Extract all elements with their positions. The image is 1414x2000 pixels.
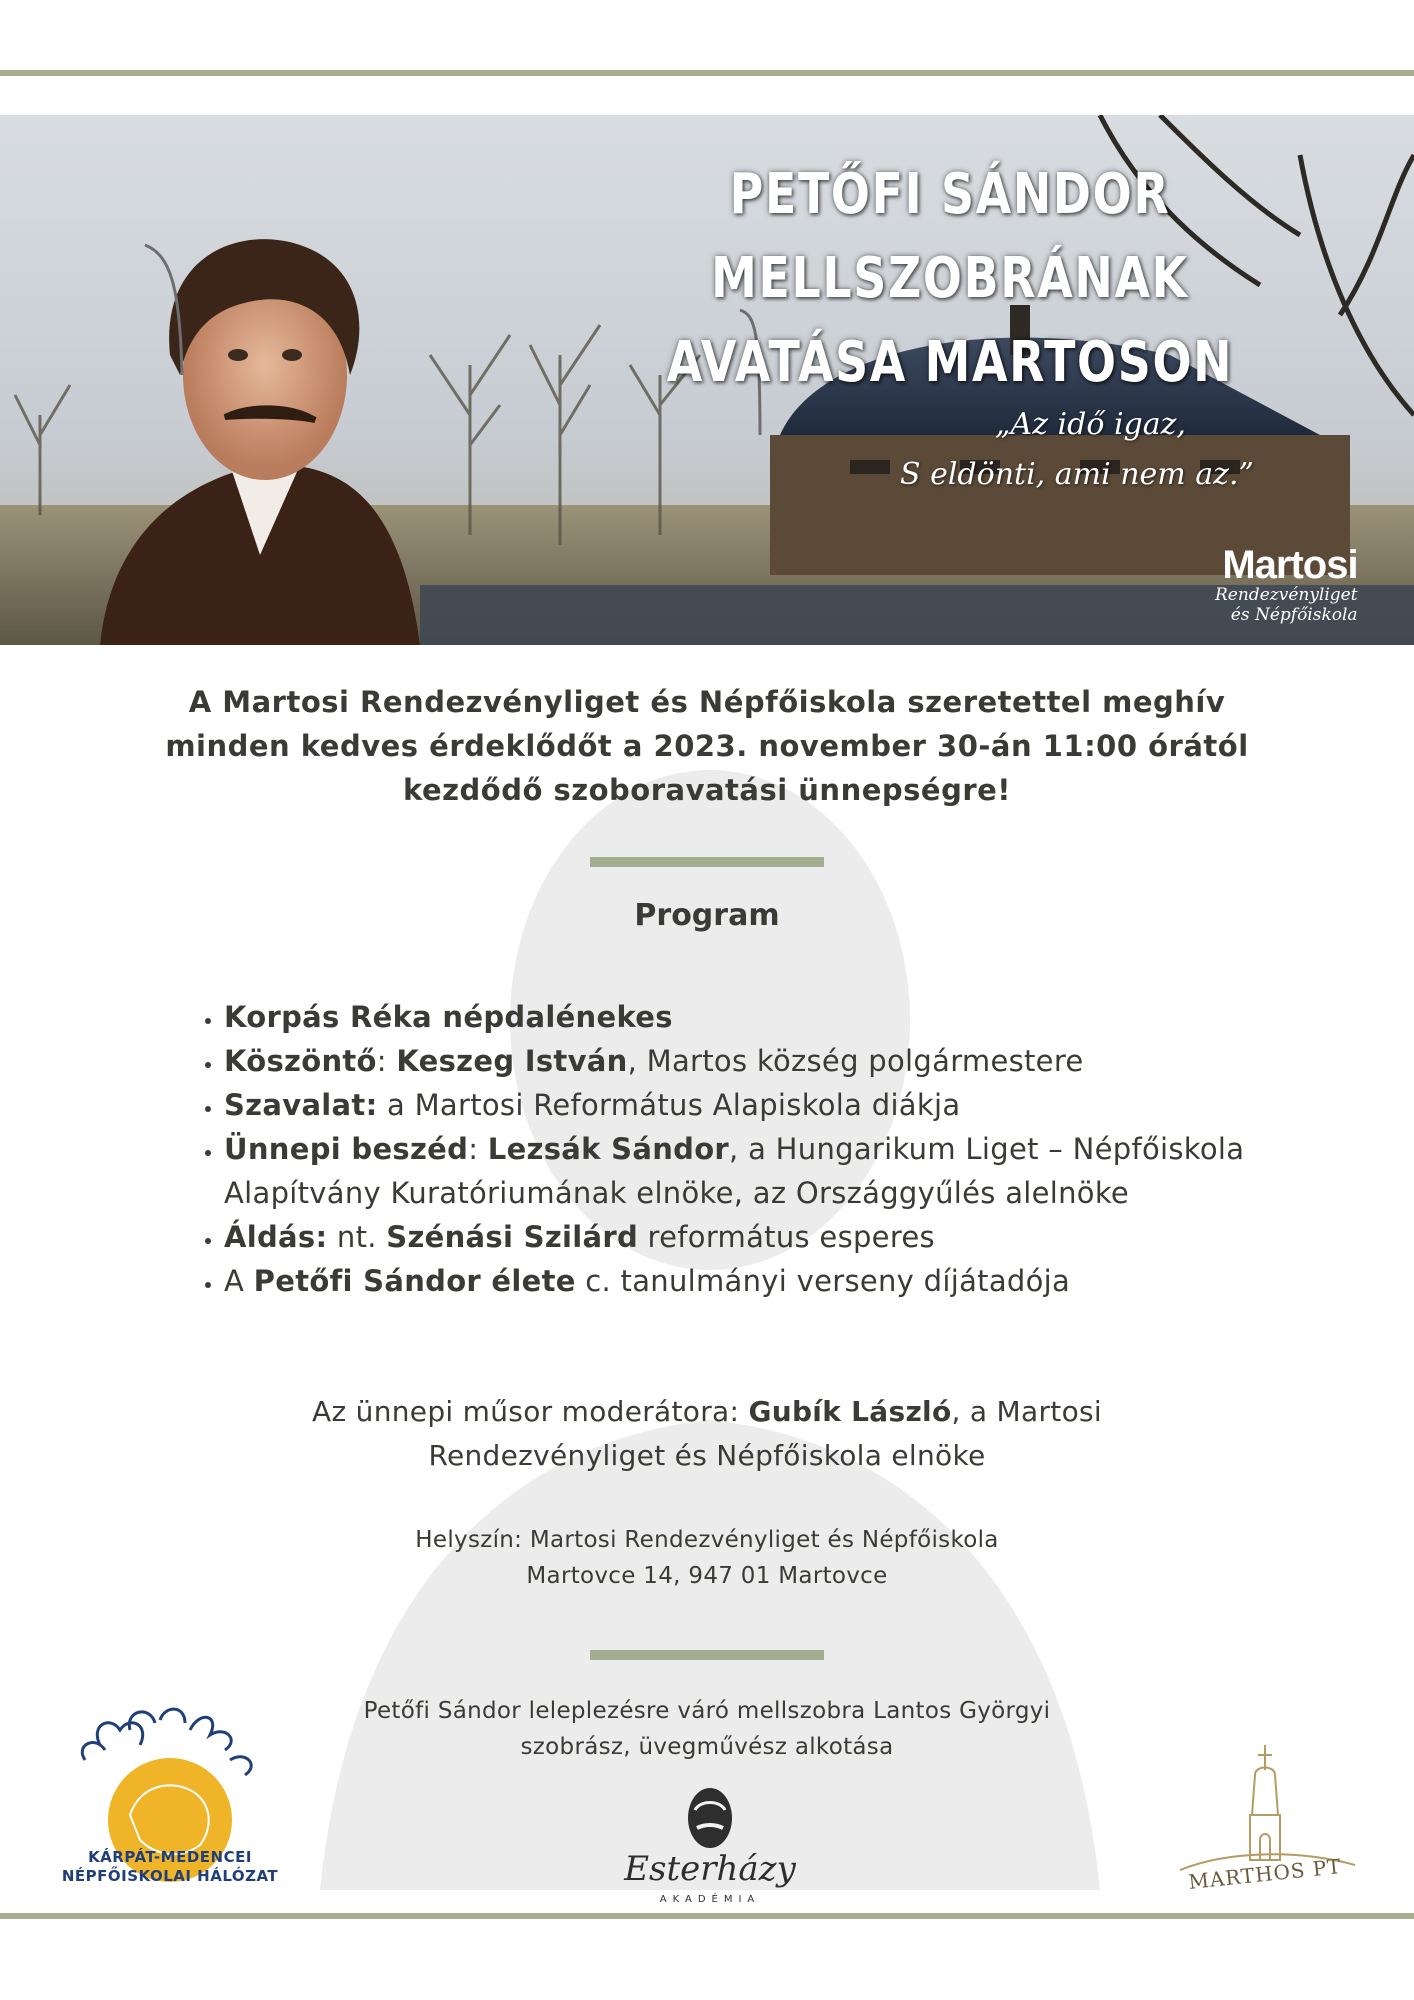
program-item4-bold2: Lezsák Sándor	[487, 1132, 730, 1166]
caption-line2: szobrász, üvegművész alkotása	[520, 1734, 894, 1760]
header-banner	[0, 115, 1414, 645]
program-title: Program	[634, 898, 780, 933]
intro-line3: kezdődő szoboravatási ünnepségre!	[402, 773, 1012, 807]
banner-title-line2: AVATÁSA MARTOSON	[666, 330, 1234, 395]
top-rule	[0, 70, 1414, 76]
intro-line2: minden kedves érdeklődőt a 2023. november 30-án 11:00 órától	[165, 729, 1249, 763]
karpat-medencei-text	[30, 1848, 310, 1886]
martosi-logo-sub2: és Népfőiskola	[1230, 605, 1358, 625]
program-item3-bold: Szavalat:	[224, 1088, 378, 1122]
moderator-rest: , a Martosi Rendezvényliget és Népfőiskola elnöke	[428, 1395, 1102, 1472]
program-item	[224, 1039, 1274, 1083]
statue-caption	[200, 1693, 1214, 1765]
program-item6-bold: Petőfi Sándor élete	[253, 1264, 576, 1298]
program-item	[224, 1127, 1274, 1215]
moderator-text	[200, 1390, 1214, 1478]
divider-lower	[590, 1650, 824, 1660]
program-item6-rest: c. tanulmányi verseny díjátadója	[575, 1264, 1071, 1298]
esterhazy-sub: AKADÉMIA	[659, 1894, 761, 1905]
esterhazy-script: Esterházy	[624, 1849, 796, 1889]
quote-line1: „Az idő igaz,	[995, 407, 1186, 442]
venue-text	[200, 1522, 1214, 1594]
quote-line2: S eldönti, ami nem az.”	[900, 457, 1254, 492]
program-item	[224, 995, 1274, 1039]
program-item2-bold2: Keszeg István	[396, 1044, 628, 1078]
program-item1-bold: Korpás Réka népdalénekes	[224, 1000, 673, 1034]
program-item5-mid: nt.	[327, 1220, 387, 1254]
program-item6-pre: A	[224, 1264, 254, 1298]
divider-upper	[590, 857, 824, 867]
program-item	[224, 1259, 1274, 1303]
program-item2-sep: :	[376, 1044, 397, 1078]
invitation-text	[110, 680, 1304, 812]
program-item5-bold1: Áldás:	[224, 1220, 328, 1254]
caption-line1: Petőfi Sándor leleplezésre váró mellszobra Lantos Györgyi	[363, 1698, 1051, 1724]
moderator-name: Gubík László	[748, 1395, 952, 1428]
kmnh-line1: KÁRPÁT-MEDENCEI	[88, 1848, 252, 1866]
martosi-logo-wordmark: Martosi	[1222, 543, 1358, 587]
marthos-text: MARTHOS PT	[1187, 1854, 1343, 1894]
bottom-rule	[0, 1913, 1414, 1919]
moderator-pre: Az ünnepi műsor moderátora:	[312, 1395, 749, 1428]
venue-line2: Martovce 14, 947 01 Martovce	[526, 1563, 888, 1589]
banner-title-line1: PETŐFI SÁNDOR MELLSZOBRÁNAK	[711, 162, 1189, 311]
venue-line1: Helyszín: Martosi Rendezvényliget és Népfőiskola	[415, 1527, 999, 1553]
program-item4-bold1: Ünnepi beszéd	[224, 1132, 469, 1166]
program-item2-rest: , Martos község polgármestere	[627, 1044, 1084, 1078]
program-item4-rest: , a Hungarikum Liget – Népfőiskola Alapítvány Kuratóriumának elnöke, az Országgyűlés alelnöke	[224, 1132, 1245, 1210]
intro-line1: A Martosi Rendezvényliget és Népfőiskola szeretettel meghív	[188, 685, 1226, 719]
banner-title	[581, 153, 1319, 405]
martosi-logo-sub1: Rendezvényliget	[1215, 585, 1358, 605]
program-list	[190, 995, 1274, 1303]
esterhazy-akademia-logo	[595, 1780, 825, 1910]
petofi-quote	[900, 400, 1254, 500]
martosi-logo	[1215, 545, 1358, 625]
program-item4-sep: :	[468, 1132, 488, 1166]
program-item	[224, 1083, 1274, 1127]
program-item3-rest: a Martosi Református Alapiskola diákja	[377, 1088, 961, 1122]
program-item	[224, 1215, 1274, 1259]
program-item5-rest: református esperes	[638, 1220, 935, 1254]
kmnh-line2: NÉPFŐISKOLAI HÁLÓZAT	[61, 1867, 279, 1885]
program-item5-bold2: Szénási Szilárd	[386, 1220, 639, 1254]
program-item2-bold1: Köszöntő	[224, 1044, 377, 1078]
